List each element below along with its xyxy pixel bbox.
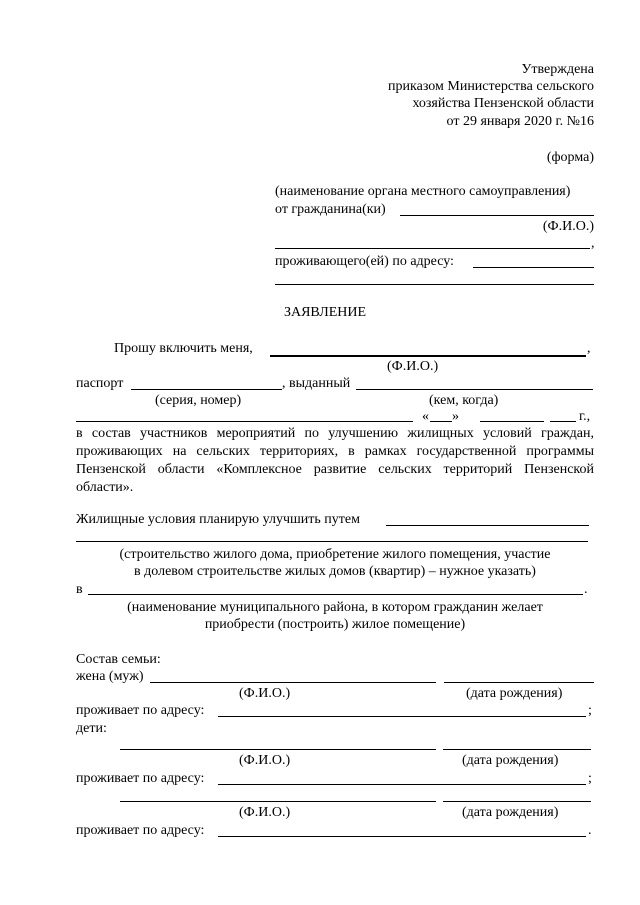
approval-line-3: хозяйства Пензенской области xyxy=(412,96,594,111)
spouse-label: жена (муж) xyxy=(76,669,144,684)
child1-fio-caption: (Ф.И.О.) xyxy=(239,753,291,768)
child1-dob-line[interactable] xyxy=(443,749,591,750)
spouse-dob-caption: (дата рождения) xyxy=(466,686,563,701)
district-line[interactable] xyxy=(88,594,583,595)
child1-dob-caption: (дата рождения) xyxy=(462,753,559,768)
authority-caption: (наименование органа местного самоуправления) xyxy=(275,184,571,199)
applicant-name-line[interactable] xyxy=(270,355,586,357)
header-comma: , xyxy=(591,236,595,251)
issued-by-line-2[interactable] xyxy=(76,421,413,422)
child1-resides-label: проживает по адресу: xyxy=(76,771,205,786)
request-paragraph: в состав участников мероприятий по улучшению жилищных условий граждан, проживающих на сельских территориях, в рамках государственной программы Пензенской области «Комплексное развитие сельских территорий Пензенской области». xyxy=(76,426,594,495)
child1-address-line[interactable] xyxy=(218,784,586,785)
year-suffix: г., xyxy=(579,409,591,424)
issued-label: , выданный xyxy=(282,376,351,391)
passport-label: паспорт xyxy=(76,376,124,391)
spouse-fio-caption: (Ф.И.О.) xyxy=(239,686,291,701)
address-line-1[interactable] xyxy=(473,267,594,268)
family-heading: Состав семьи: xyxy=(76,652,161,667)
district-caption-2: приобрести (построить) жилое помещение) xyxy=(204,617,466,632)
child2-dob-line[interactable] xyxy=(443,801,591,802)
child1-name-line[interactable] xyxy=(120,749,436,750)
spouse-resides-label: проживает по адресу: xyxy=(76,703,205,718)
spouse-name-line[interactable] xyxy=(150,682,436,683)
housing-method-line[interactable] xyxy=(386,525,589,526)
citizen-name-line-2[interactable] xyxy=(275,248,590,249)
approval-line-4: от 29 января 2020 г. №16 xyxy=(446,114,594,129)
passport-number-line[interactable] xyxy=(131,389,282,390)
district-caption-1: (наименование муниципального района, в котором гражданин желает xyxy=(127,600,543,615)
child2-name-line[interactable] xyxy=(120,801,436,802)
quote-open: « xyxy=(422,409,429,424)
spouse-semicolon: ; xyxy=(588,703,592,718)
day-line[interactable] xyxy=(430,421,452,422)
housing-method-line-2[interactable] xyxy=(76,541,588,542)
address-line-2[interactable] xyxy=(275,284,594,285)
child2-dob-caption: (дата рождения) xyxy=(462,805,559,820)
residing-label: проживающего(ей) по адресу: xyxy=(275,254,454,269)
request-fio-caption: (Ф.И.О.) xyxy=(387,359,439,374)
housing-lead: Жилищные условия планирую улучшить путем xyxy=(76,512,360,527)
from-citizen-label: от гражданина(ки) xyxy=(275,202,386,217)
child2-period: . xyxy=(588,823,592,838)
spouse-dob-line[interactable] xyxy=(444,682,594,683)
by-whom-caption: (кем, когда) xyxy=(429,393,499,408)
fio-caption-header: (Ф.И.О.) xyxy=(542,219,594,234)
district-period: . xyxy=(584,582,588,597)
year-line[interactable] xyxy=(550,421,576,422)
month-line[interactable] xyxy=(480,421,544,422)
housing-caption-2: в долевом строительстве жилых домов (квартир) – нужное указать) xyxy=(134,564,536,579)
approval-line-1: Утверждена xyxy=(521,62,594,77)
child2-resides-label: проживает по адресу: xyxy=(76,823,205,838)
citizen-name-line[interactable] xyxy=(400,215,594,216)
form-label: (форма) xyxy=(546,150,594,165)
in-prefix: в xyxy=(76,582,83,597)
spouse-address-line[interactable] xyxy=(218,716,586,717)
child2-fio-caption: (Ф.И.О.) xyxy=(239,805,291,820)
quote-close: » xyxy=(452,409,459,424)
children-label: дети: xyxy=(76,721,107,736)
request-lead: Прошу включить меня, xyxy=(114,341,253,356)
series-caption: (серия, номер) xyxy=(155,393,242,408)
page-title: ЗАЯВЛЕНИЕ xyxy=(283,305,367,320)
child2-address-line[interactable] xyxy=(218,836,586,837)
child1-semicolon: ; xyxy=(588,771,592,786)
issued-by-line[interactable] xyxy=(356,389,593,390)
request-comma: , xyxy=(587,341,591,356)
housing-caption-1: (строительство жилого дома, приобретение жилого помещения, участие xyxy=(119,547,551,562)
approval-line-2: приказом Министерства сельского xyxy=(388,79,594,94)
